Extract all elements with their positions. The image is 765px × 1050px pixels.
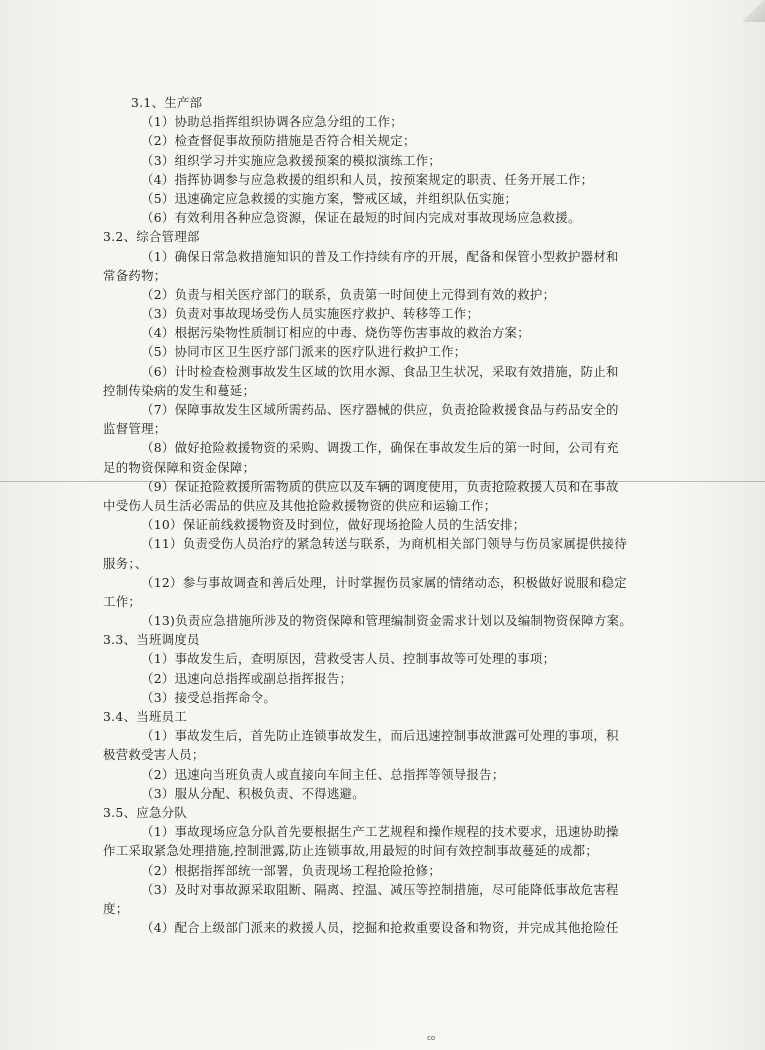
paragraph-line: 足的物资保障和资金保障； bbox=[103, 459, 256, 475]
paragraph-line: （2）迅速向总指挥或副总指挥报告； bbox=[141, 670, 353, 686]
paragraph-line: （5）迅速确定应急救援的实施方案，警戒区域，并组织队伍实施； bbox=[141, 190, 518, 206]
paragraph-line: （9）保证抢险救援所需物质的供应以及车辆的调度使用，负责抢险救援人员和在事故 bbox=[141, 478, 619, 494]
paragraph-line: （13)负责应急措施所涉及的物资保障和管理编制资金需求计划以及编制物资保障方案。 bbox=[141, 613, 633, 629]
paragraph-line: 常备药物； bbox=[103, 267, 167, 283]
paragraph-line: （4）根据污染物性质制订相应的中毒、烧伤等伤害事故的救治方案； bbox=[141, 325, 530, 341]
paragraph-line: （3）及时对事故源采取阻断、隔离、控温、减压等控制措施，尽可能降低事故危害程 bbox=[141, 881, 619, 897]
paragraph-line: 极营救受害人员； bbox=[103, 747, 205, 763]
paragraph-line: （2）检查督促事故预防措施是否符合相关规定； bbox=[141, 133, 416, 149]
paragraph-line: 监督管理； bbox=[103, 421, 167, 437]
paragraph-line: （4）指挥协调参与应急救援的组织和人员，按预案规定的职责、任务开展工作； bbox=[141, 171, 594, 187]
paragraph-line: 中受伤人员生活必需品的供应及其他抢险救援物资的供应和运输工作； bbox=[103, 497, 497, 513]
paragraph-line: （2）根据指挥部统一部署，负责现场工程抢险抢修； bbox=[141, 862, 442, 878]
paragraph-line: （1）事故现场应急分队首先要根据生产工艺规程和操作规程的技术要求，迅速协助操 bbox=[141, 824, 619, 840]
paragraph-line: （11）负责受伤人员治疗的紧急转送与联系，为商机相关部门领导与伤员家属提供接待 bbox=[141, 536, 627, 552]
paragraph-line: 服务；、 bbox=[103, 555, 148, 571]
paragraph-line: （5）协同市区卫生医疗部门派来的医疗队进行救护工作； bbox=[141, 344, 467, 360]
paragraph-line: （2）负责与相关医疗部门的联系，负责第一时间使上元得到有效的救护； bbox=[141, 286, 556, 302]
paragraph-line: （8）做好抢险救援物资的采购、调拨工作，确保在事故发生后的第一时间，公司有充 bbox=[141, 440, 619, 456]
paragraph-line: （3）服从分配、积极负责、不得逃避。 bbox=[141, 785, 365, 801]
paragraph-line: （4）配合上级部门派来的救援人员，挖掘和抢救重要设备和物资，并完成其他抢险任 bbox=[141, 920, 619, 936]
paragraph-line: （1）协助总指挥组织协调各应急分组的工作； bbox=[141, 114, 403, 130]
paragraph-line: 控制传染病的发生和蔓延； bbox=[103, 382, 256, 398]
scan-corner bbox=[743, 0, 765, 22]
paragraph-line: 作工采取紧急处理措施,控制泄露,防止连锁事故,用最短的时间有效控制事故蔓延的成都； bbox=[103, 843, 598, 859]
paragraph-line: （3）负责对事故现场受伤人员实施医疗救护、转移等工作； bbox=[141, 306, 480, 322]
paragraph-line: （7）保障事故发生区域所需药品、医疗器械的供应，负责抢险救援食品与药品安全的 bbox=[141, 402, 619, 417]
paragraph-line: （10）保证前线救援物资及时到位，做好现场抢险人员的生活安排； bbox=[141, 517, 526, 533]
section-heading-3-3: 3.3、当班调度员 bbox=[103, 632, 200, 648]
paragraph-line: （3）组织学习并实施应急救援预案的模拟演练工作； bbox=[141, 152, 442, 168]
document-body bbox=[103, 93, 635, 937]
section-heading-3-2: 3.2、综合管理部 bbox=[103, 229, 200, 245]
paragraph-line: （2）迅速向当班负责人或直接向车间主任、总指挥等领导报告； bbox=[141, 766, 505, 782]
paragraph-line: （1）确保日常急救措施知识的普及工作持续有序的开展，配备和保管小型救护器材和 bbox=[141, 248, 619, 264]
paragraph-line: （3）接受总指挥命令。 bbox=[141, 689, 277, 705]
paragraph-line: （1）事故发生后，查明原因，营救受害人员、控制事故等可处理的事项； bbox=[141, 651, 556, 667]
paragraph-line: （6）计时检查检测事故发生区域的饮用水源、食品卫生状况，采取有效措施，防止和 bbox=[141, 363, 619, 379]
section-heading-3-5: 3.5、应急分队 bbox=[103, 804, 188, 820]
paragraph-line: （1）事故发生后，首先防止连锁事故发生，而后迅速控制事故泄露可处理的事项，积 bbox=[141, 728, 619, 744]
page-number: co bbox=[427, 1034, 436, 1042]
paragraph-line: 度； bbox=[103, 900, 129, 916]
section-heading-3-1: 3.1、生产部 bbox=[131, 95, 203, 110]
paragraph-line: （12）参与事故调查和善后处理，计时掌握伤员家属的情绪动态，积极做好说服和稳定 bbox=[141, 574, 627, 590]
paragraph-line: 工作； bbox=[103, 593, 142, 609]
paragraph-line: （6）有效利用各种应急资源，保证在最短的时间内完成对事故现场应急救援。 bbox=[141, 210, 581, 226]
section-heading-3-4: 3.4、当班员工 bbox=[103, 709, 188, 724]
